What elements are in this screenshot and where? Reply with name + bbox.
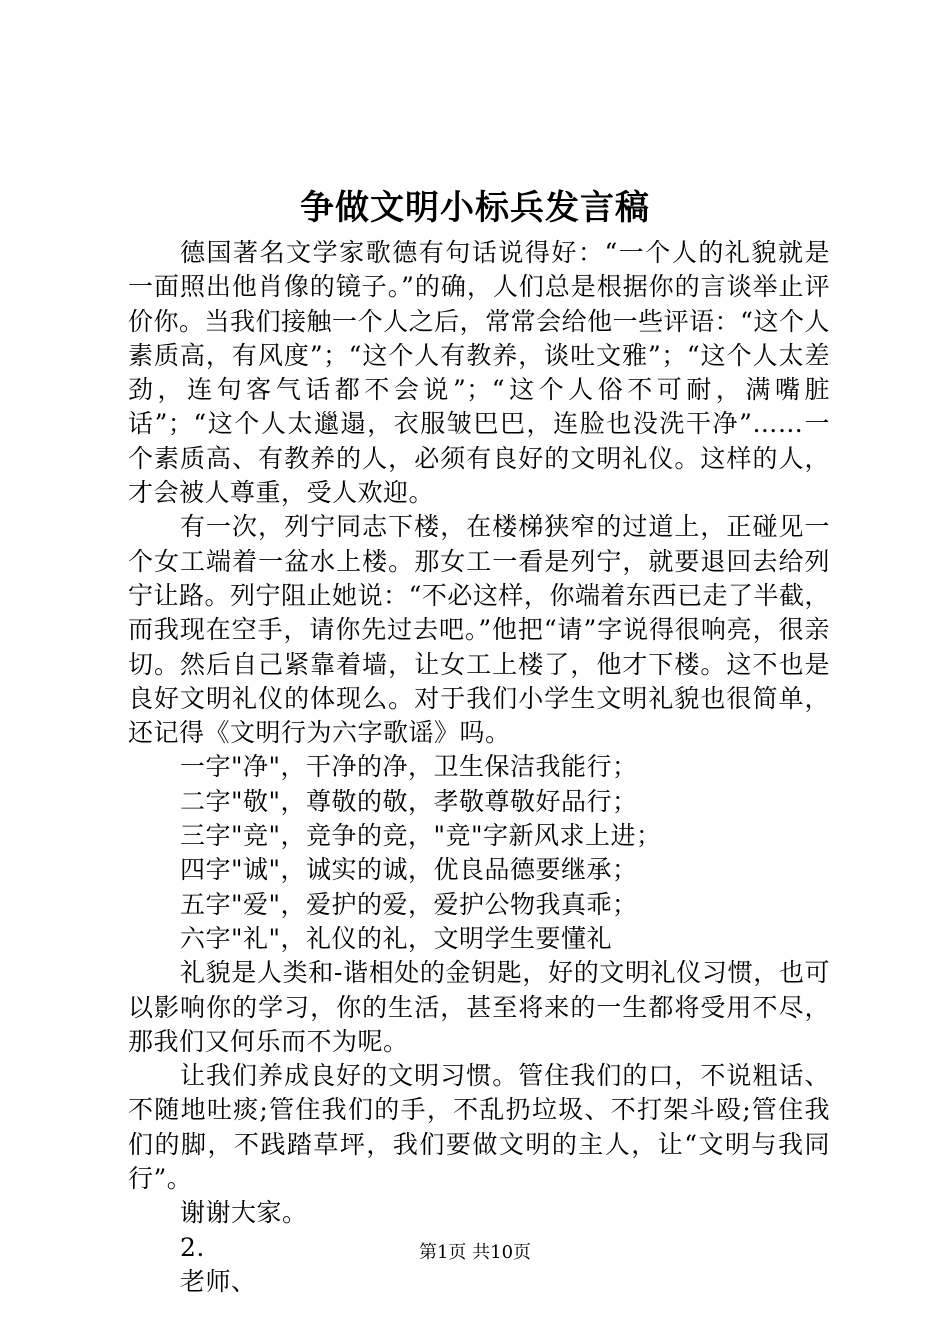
rhyme-line: 二字"敬"，尊敬的敬，孝敬尊敬好品行； [180,786,638,816]
rhyme-line: 五字"爱"，爱护的爱，爱护公物我真乖； [180,889,638,919]
paragraph: 让我们养成良好的文明习惯。管住我们的口，不说粗话、不随地吐痰;管住我们的手，不乱扔垃圾、不打架斗殴;管住我们的脚，不践踏草坪，我们要做文明的主人，让“文明与我同行”。 [128,1061,830,1194]
rhyme-line: 四字"诚"，诚实的诚，优良品德要继承； [180,855,638,885]
section-number: 2. [180,1232,205,1262]
salutation-line: 老师、 [180,1266,257,1296]
rhyme-line: 一字"净"，干净的净，卫生保洁我能行； [180,752,638,782]
rhyme-line: 三字"竞"，竞争的竞，"竞"字新风求上进； [180,821,662,851]
rhyme-line: 六字"礼"，礼仪的礼，文明学生要懂礼 [180,923,612,953]
document-title: 争做文明小标兵发言稿 [300,188,650,228]
closing-line: 谢谢大家。 [180,1198,308,1228]
paragraph: 德国著名文学家歌德有句话说得好：“一个人的礼貌就是一面照出他肖像的镜子。”的确，人们总是根据你的言谈举止评价你。当我们接触一个人之后，常常会给他一些评语：“这个人素质高，有风度”；“这个人有教养，谈吐文雅”；“这个人太差劲，连句客气话都不会说”；“这个人俗不可耐，满嘴脏话”；“这个人太邋遢，衣服皱巴巴，连脸也没洗干净”……一个素质高、有教养的人，必须有良好的文明礼仪。这样的人，才会被人尊重，受人欢迎。 [128,238,830,508]
document-body [128,236,830,1299]
paragraph: 有一次，列宁同志下楼，在楼梯狭窄的过道上，正碰见一个女工端着一盆水上楼。那女工一看是列宁，就要退回去给列宁让路。列宁阻止她说：“不必这样，你端着东西已走了半截，而我现在空手，请你先过去吧。”他把“请”字说得很响亮，很亲切。然后自己紧靠着墙，让女工上楼了，他才下楼。这不也是良好文明礼仪的体现么。对于我们小学生文明礼貌也很简单，还记得《文明行为六字歌谣》吗。 [128,512,830,748]
paragraph: 礼貌是人类和-谐相处的金钥匙，好的文明礼仪习惯，也可以影响你的学习，你的生活，甚至将来的一生都将受用不尽，那我们又何乐而不为呢。 [128,958,830,1056]
page-footer: 第1页 共10页 [418,1242,532,1263]
